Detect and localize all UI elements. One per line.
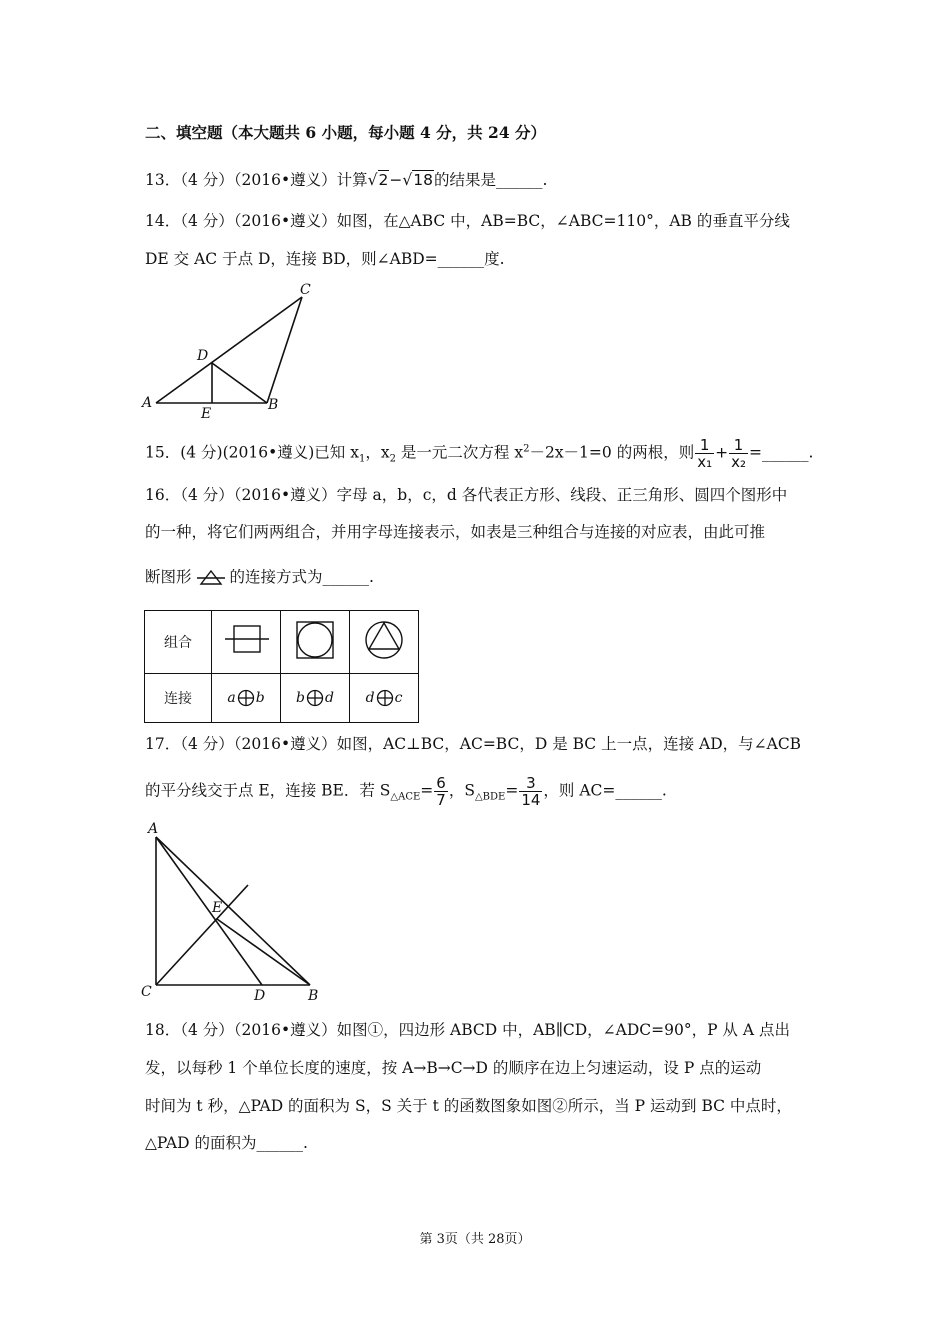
q14-unit: 度. — [484, 250, 505, 268]
label-A: A — [142, 395, 153, 411]
q18-answer-blank: ______ — [256, 1134, 303, 1152]
label-B: B — [268, 397, 279, 413]
circle-plus-icon — [375, 689, 395, 707]
line-ad — [156, 837, 262, 985]
q13-answer-blank: ______ — [496, 171, 543, 189]
q15-text3: －2x－1=0 的两根，则 — [529, 443, 695, 462]
q17-eq1: = — [420, 781, 434, 800]
sqrt-18: √18 — [402, 171, 433, 189]
q15-sub2: 2 — [389, 453, 396, 465]
label-D: D — [254, 988, 266, 1004]
q15-sup: 2 — [523, 443, 530, 455]
q15-text2: 是一元二次方程 x — [395, 443, 524, 462]
combination-table — [144, 610, 419, 723]
q18-text: △PAD 的面积为 — [145, 1134, 257, 1152]
question-18-line-3: 时间为 t 秒，△PAD 的面积为 S，S 关于 t 的函数图象如图②所示，当 P 运动到 BC 中点时， — [145, 1097, 792, 1115]
q17-eq2: = — [505, 781, 519, 800]
label-E: E — [212, 900, 223, 916]
square-line-icon — [221, 620, 271, 660]
section-title: 二、填空题（本大题共 6 小题，每小题 4 分，共 24 分） — [145, 123, 547, 142]
question-14-line-1: 14．（4 分）（2016•遵义）如图，在△ABC 中，AB=BC，∠ABC=110°，AB 的垂直平分线 — [145, 212, 790, 230]
label-A: A — [148, 821, 159, 837]
q15-fraction-1: $\frac{1}{\text{x₁}}$ — [697, 436, 713, 471]
label-D: D — [197, 348, 209, 364]
q13-suffix: 的结果是 — [434, 171, 497, 189]
sqrt-2: √2 — [367, 171, 389, 189]
q15-prefix: 15．(4 分)(2016•遵义)已知 x — [145, 443, 359, 462]
question-16-line-2: 的一种，将它们两两组合，并用字母连接表示，如表是三种组合与连接的对应表，由此可推 — [145, 523, 766, 541]
q17-sub1: △ACE — [390, 791, 421, 803]
q13-prefix: 13．（4 分）（2016•遵义）计算 — [145, 171, 368, 189]
q17-answer-blank: ______ — [615, 781, 662, 800]
question-18-line-1: 18．（4 分）（2016•遵义）如图①，四边形 ABCD 中，AB∥CD，∠ADC=90°，P 从 A 点出 — [145, 1021, 790, 1039]
cell-d-c: d c — [350, 674, 419, 723]
line-ab — [156, 837, 310, 985]
row-header-connection: 连接 — [145, 674, 212, 723]
q15-mid: ，x — [365, 443, 390, 462]
table-row-connection — [145, 674, 419, 723]
label-E: E — [201, 406, 212, 422]
line-ac — [156, 297, 302, 403]
q15-sub1: 1 — [358, 453, 366, 465]
cell-square-line — [212, 611, 281, 674]
q16-text-a: 断图形 — [145, 568, 192, 586]
q16-end: . — [369, 568, 374, 586]
row-header-combination: 组合 — [145, 611, 212, 674]
q17-figure — [138, 820, 338, 1008]
line-cb — [267, 297, 302, 403]
q13-minus: − — [389, 171, 403, 189]
question-15 — [145, 437, 813, 470]
line-bd — [212, 363, 267, 403]
q15-end: . — [808, 443, 814, 462]
cell-a-b: a b — [212, 674, 281, 723]
q15-eq: = — [748, 443, 762, 462]
question-14-line-2 — [145, 249, 505, 269]
q14-text: DE 交 AC 于点 D，连接 BD，则∠ABD= — [145, 250, 438, 268]
q17-comma: ，S — [448, 781, 475, 800]
question-17-line-1: 17．（4 分）（2016•遵义）如图，AC⊥BC，AC=BC，D 是 BC 上一点，连接 AD，与∠ACB — [145, 735, 802, 753]
question-18-line-2: 发，以每秒 1 个单位长度的速度，按 A→B→C→D 的顺序在边上匀速运动，设 P 点的运动 — [145, 1059, 762, 1077]
q14-answer-blank: ______ — [437, 250, 485, 268]
cell-square-circle — [281, 611, 350, 674]
line-be — [217, 919, 310, 985]
question-18-line-4 — [145, 1133, 308, 1153]
table-row-combination — [145, 611, 419, 674]
circle-plus-icon — [305, 689, 325, 707]
q17-end: . — [661, 781, 667, 800]
q14-figure — [140, 280, 330, 425]
q17-text-b: ，则 AC= — [543, 781, 616, 800]
triangle-line-icon — [196, 569, 226, 587]
question-16-line-1: 16．（4 分）（2016•遵义）字母 a，b，c，d 各代表正方形、线段、正三角形、圆四个图形中 — [145, 486, 788, 504]
q13-end: . — [542, 171, 548, 189]
circle-triangle-icon — [359, 618, 409, 662]
question-17-line-2 — [145, 775, 667, 808]
question-16-line-3 — [145, 567, 374, 587]
q18-end: . — [302, 1134, 308, 1152]
cell-circle-triangle — [350, 611, 419, 674]
cell-b-d: b d — [281, 674, 350, 723]
q15-fraction-2: $\frac{1}{\text{x₂}}$ — [731, 436, 746, 471]
q17-text-a: 的平分线交于点 E，连接 BE．若 S — [145, 781, 391, 800]
question-13 — [145, 170, 547, 190]
q17-fraction-2: $\frac{3}{14}$ — [521, 774, 541, 809]
label-C: C — [300, 282, 311, 298]
label-C: C — [141, 984, 152, 1000]
q16-answer-blank: ______ — [322, 568, 370, 586]
circle-plus-icon — [236, 689, 256, 707]
q15-answer-blank: ______ — [761, 443, 809, 462]
square-circle-icon — [290, 618, 340, 662]
label-B: B — [308, 988, 319, 1004]
q16-text-b: 的连接方式为 — [229, 568, 323, 586]
page-footer: 第 3页（共 28页） — [419, 1232, 531, 1247]
q17-fraction-1: $\frac{6}{7}$ — [436, 774, 446, 809]
q17-sub2: △BDE — [474, 791, 506, 803]
q15-plus: + — [715, 443, 729, 462]
